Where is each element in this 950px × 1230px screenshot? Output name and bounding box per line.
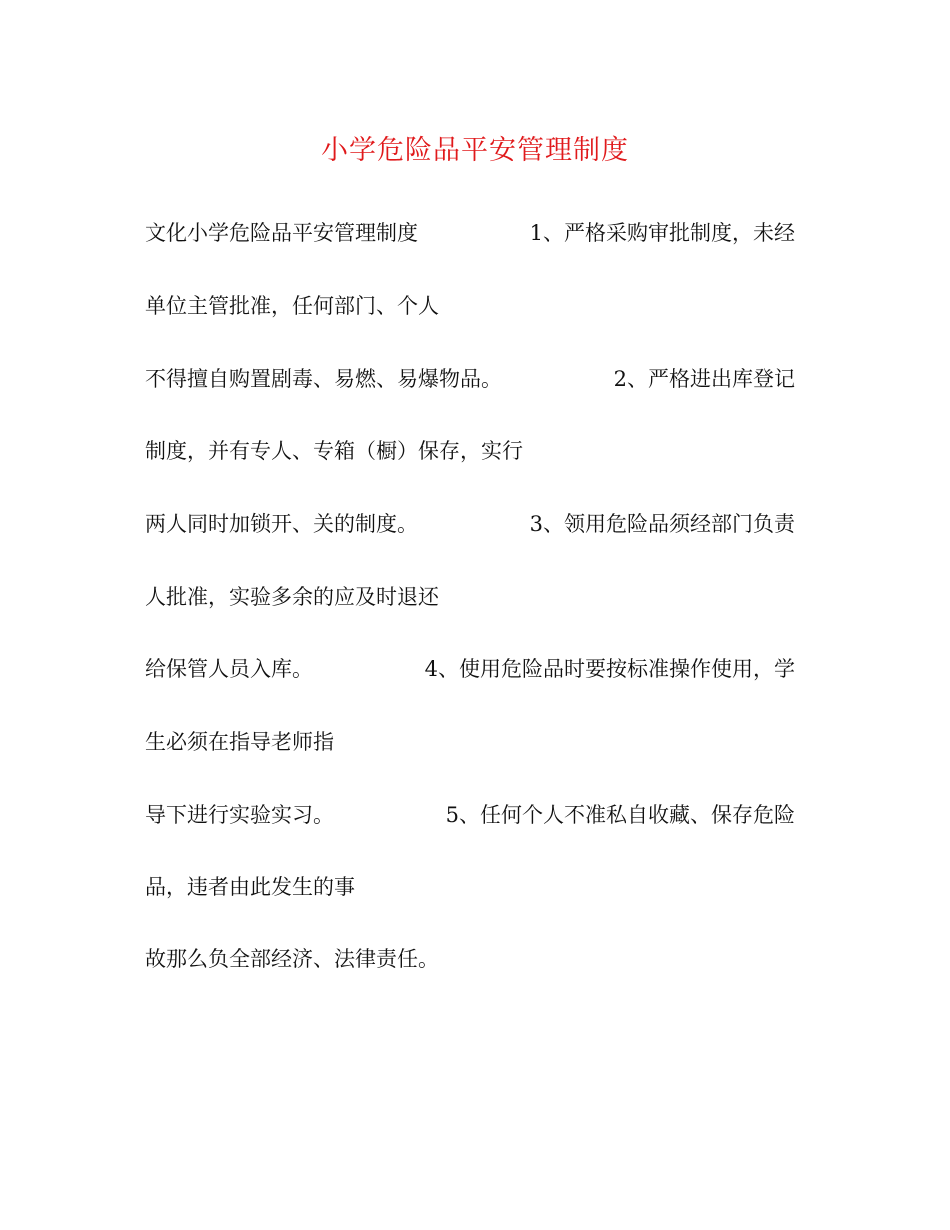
line-left-text: 故那么负全部经济、法律责任。 <box>145 947 439 971</box>
document-title: 小学危险品平安管理制度 <box>321 135 629 166</box>
line-left-text: 制度，并有专人、专箱（橱）保存，实行 <box>145 439 523 463</box>
text-line <box>145 436 795 466</box>
line-left-text: 生必须在指导老师指 <box>145 730 334 754</box>
text-line <box>145 364 795 394</box>
text-line <box>145 800 795 830</box>
text-line <box>145 509 795 539</box>
text-line <box>145 582 795 612</box>
line-left-text: 单位主管批准，任何部门、个人 <box>145 294 439 318</box>
line-left-text: 品，违者由此发生的事 <box>145 875 355 899</box>
line-left-text: 导下进行实验实习。 <box>145 803 334 827</box>
line-right-text: 4、使用危险品时要按标准操作使用，学 <box>424 657 795 681</box>
text-line <box>145 218 795 248</box>
line-right-text: 3、领用危险品须经部门负责 <box>529 512 795 536</box>
line-left-text: 不得擅自购置剧毒、易燃、易爆物品。 <box>145 367 502 391</box>
text-line <box>145 727 795 757</box>
text-line <box>145 291 795 321</box>
line-right-text: 2、严格进出库登记 <box>613 367 795 391</box>
text-line <box>145 872 795 902</box>
line-left-text: 给保管人员入库。 <box>145 657 313 681</box>
line-right-text: 1、严格采购审批制度，未经 <box>529 221 795 245</box>
line-left-text: 两人同时加锁开、关的制度。 <box>145 512 418 536</box>
line-right-text: 5、任何个人不准私自收藏、保存危险 <box>445 803 795 827</box>
line-left-text: 文化小学危险品平安管理制度 <box>145 221 418 245</box>
line-left-text: 人批准，实验多余的应及时退还 <box>145 585 439 609</box>
text-line <box>145 944 795 974</box>
text-line <box>145 654 795 684</box>
